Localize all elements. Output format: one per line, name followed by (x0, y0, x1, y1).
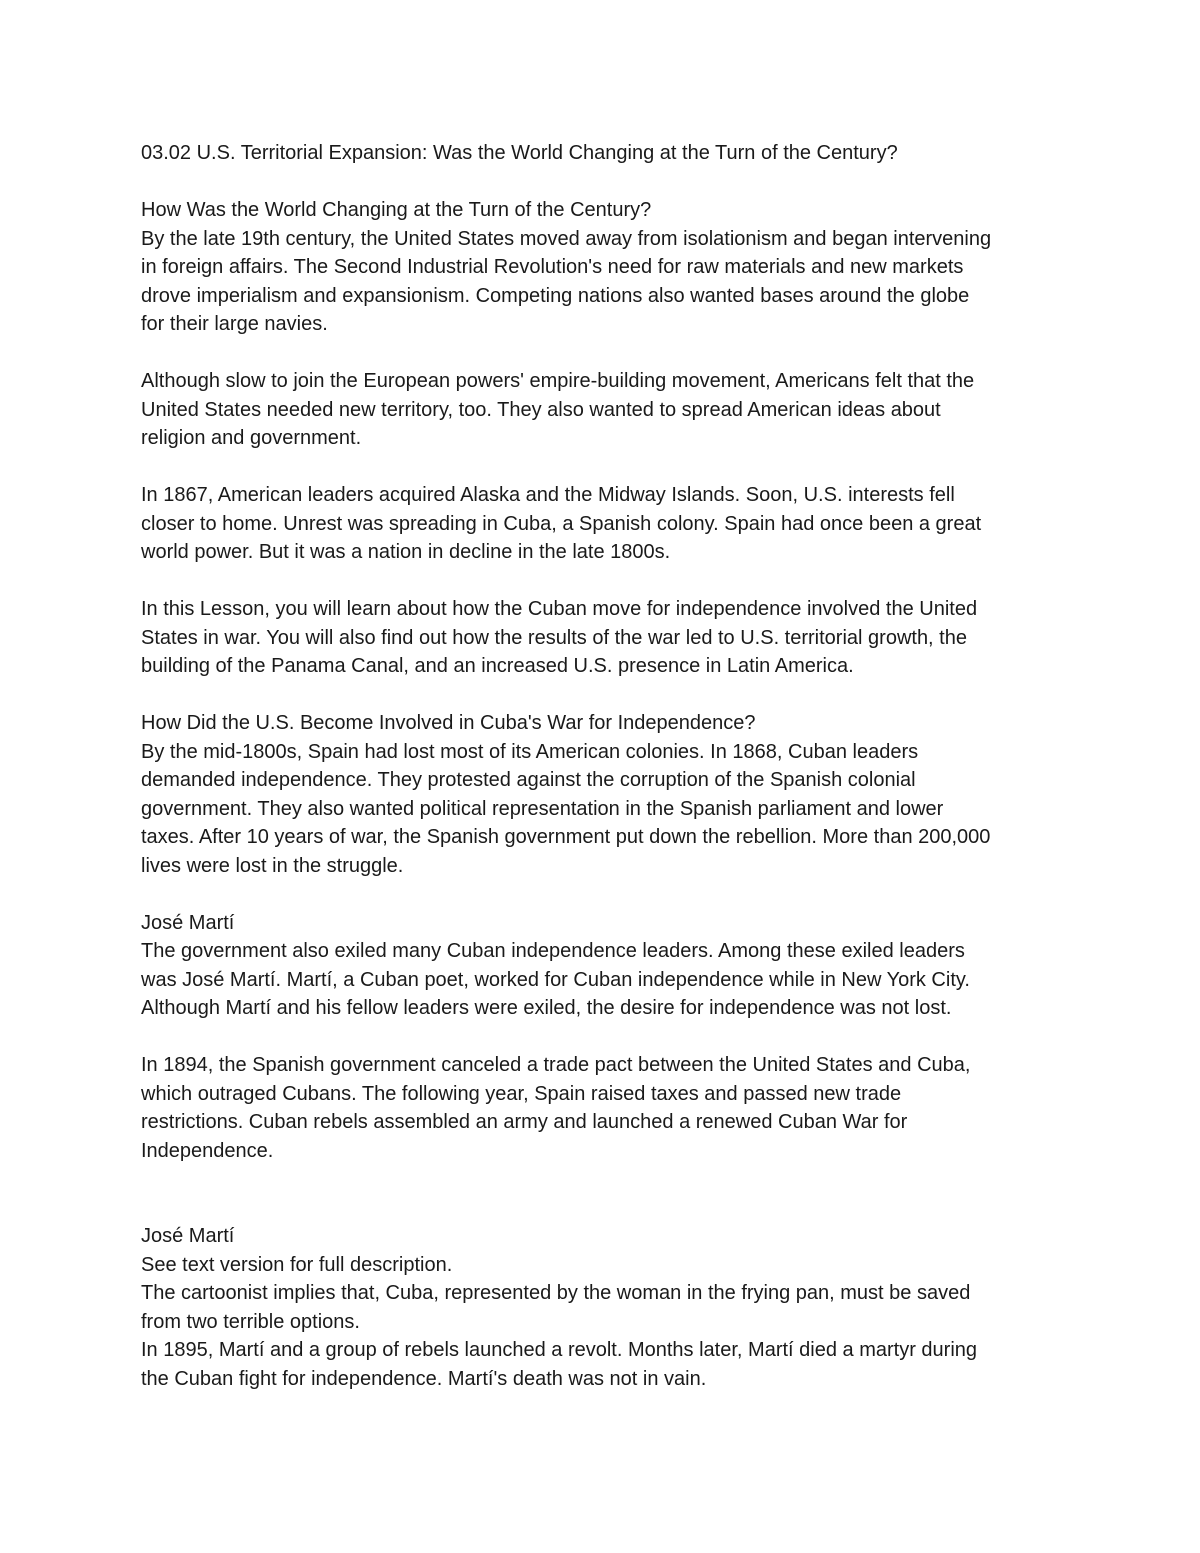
paragraph-line: world power. But it was a nation in decline in the late 1800s. (141, 541, 671, 563)
paragraph-line: from two terrible options. (141, 1310, 360, 1333)
section-heading: José Martí (141, 911, 235, 934)
paragraph-line: Although Martí and his fellow leaders were exiled, the desire for independence was not lost. (141, 997, 952, 1019)
section-heading: José Martí (141, 1225, 235, 1247)
paragraph-line: in foreign affairs. The Second Industrial Revolution's need for raw materials and new markets (141, 256, 964, 278)
paragraph-line: for their large navies. (141, 313, 328, 335)
paragraph-spacer (141, 681, 1066, 710)
section-heading: How Did the U.S. Become Involved in Cuba's War for Independence? (141, 712, 756, 734)
paragraph-line: The cartoonist implies that, Cuba, represented by the woman in the frying pan, must be saved (141, 1282, 971, 1304)
paragraph-line: drove imperialism and expansionism. Competing nations also wanted bases around the globe (141, 284, 970, 307)
paragraph-spacer (141, 339, 1066, 368)
paragraph-line: religion and government. (141, 427, 362, 449)
paragraph-line: In 1894, the Spanish government canceled a trade pact between the United States and Cuba, (141, 1054, 971, 1076)
paragraph-spacer (141, 1165, 1066, 1222)
paragraph-spacer (141, 168, 1066, 197)
paragraph-line: demanded independence. They protested against the corruption of the Spanish colonial (141, 769, 916, 791)
paragraph-line: restrictions. Cuban rebels assembled an army and launched a renewed Cuban War for (141, 1111, 908, 1133)
paragraph-line: In this Lesson, you will learn about how the Cuban move for independence involved the United (141, 598, 978, 620)
paragraph-line: The government also exiled many Cuban independence leaders. Among these exiled leaders (141, 940, 965, 962)
paragraph-spacer (141, 453, 1066, 482)
paragraph-line: lives were lost in the struggle. (141, 854, 404, 877)
paragraph-line: taxes. After 10 years of war, the Spanish government put down the rebellion. More than 200,000 (141, 826, 991, 848)
paragraph-line: building of the Panama Canal, and an increased U.S. presence in Latin America. (141, 655, 854, 677)
paragraph-line: closer to home. Unrest was spreading in Cuba, a Spanish colony. Spain had once been a great (141, 512, 982, 535)
paragraph-line: Although slow to join the European powers' empire-building movement, Americans felt that the (141, 370, 975, 392)
paragraph-line: Independence. (141, 1139, 274, 1162)
paragraph-line: was José Martí. Martí, a Cuban poet, worked for Cuban independence while in New York City. (141, 968, 970, 991)
paragraph-spacer (141, 567, 1066, 596)
document-title: 03.02 U.S. Territorial Expansion: Was the World Changing at the Turn of the Century? (141, 142, 898, 164)
paragraph-line: the Cuban fight for independence. Martí's death was not in vain. (141, 1367, 707, 1390)
section-heading: How Was the World Changing at the Turn of the Century? (141, 199, 652, 221)
paragraph-line: which outraged Cubans. The following year, Spain raised taxes and passed new trade (141, 1082, 902, 1105)
paragraph-line: In 1867, American leaders acquired Alaska and the Midway Islands. Soon, U.S. interests fell (141, 484, 955, 506)
paragraph-line: By the late 19th century, the United States moved away from isolationism and began intervening (141, 227, 992, 250)
paragraph-line: government. They also wanted political representation in the Spanish parliament and lower (141, 797, 944, 820)
paragraph-spacer (141, 1023, 1066, 1052)
paragraph-line: By the mid-1800s, Spain had lost most of its American colonies. In 1868, Cuban leaders (141, 740, 919, 763)
paragraph-line: United States needed new territory, too. They also wanted to spread American ideas about (141, 398, 941, 421)
paragraph-spacer (141, 880, 1066, 909)
paragraph-line: States in war. You will also find out how the results of the war led to U.S. territorial growth, the (141, 626, 967, 649)
paragraph-line: In 1895, Martí and a group of rebels launched a revolt. Months later, Martí died a martyr during (141, 1339, 978, 1361)
paragraph-line: See text version for full description. (141, 1253, 453, 1276)
document-body (141, 139, 1066, 1393)
